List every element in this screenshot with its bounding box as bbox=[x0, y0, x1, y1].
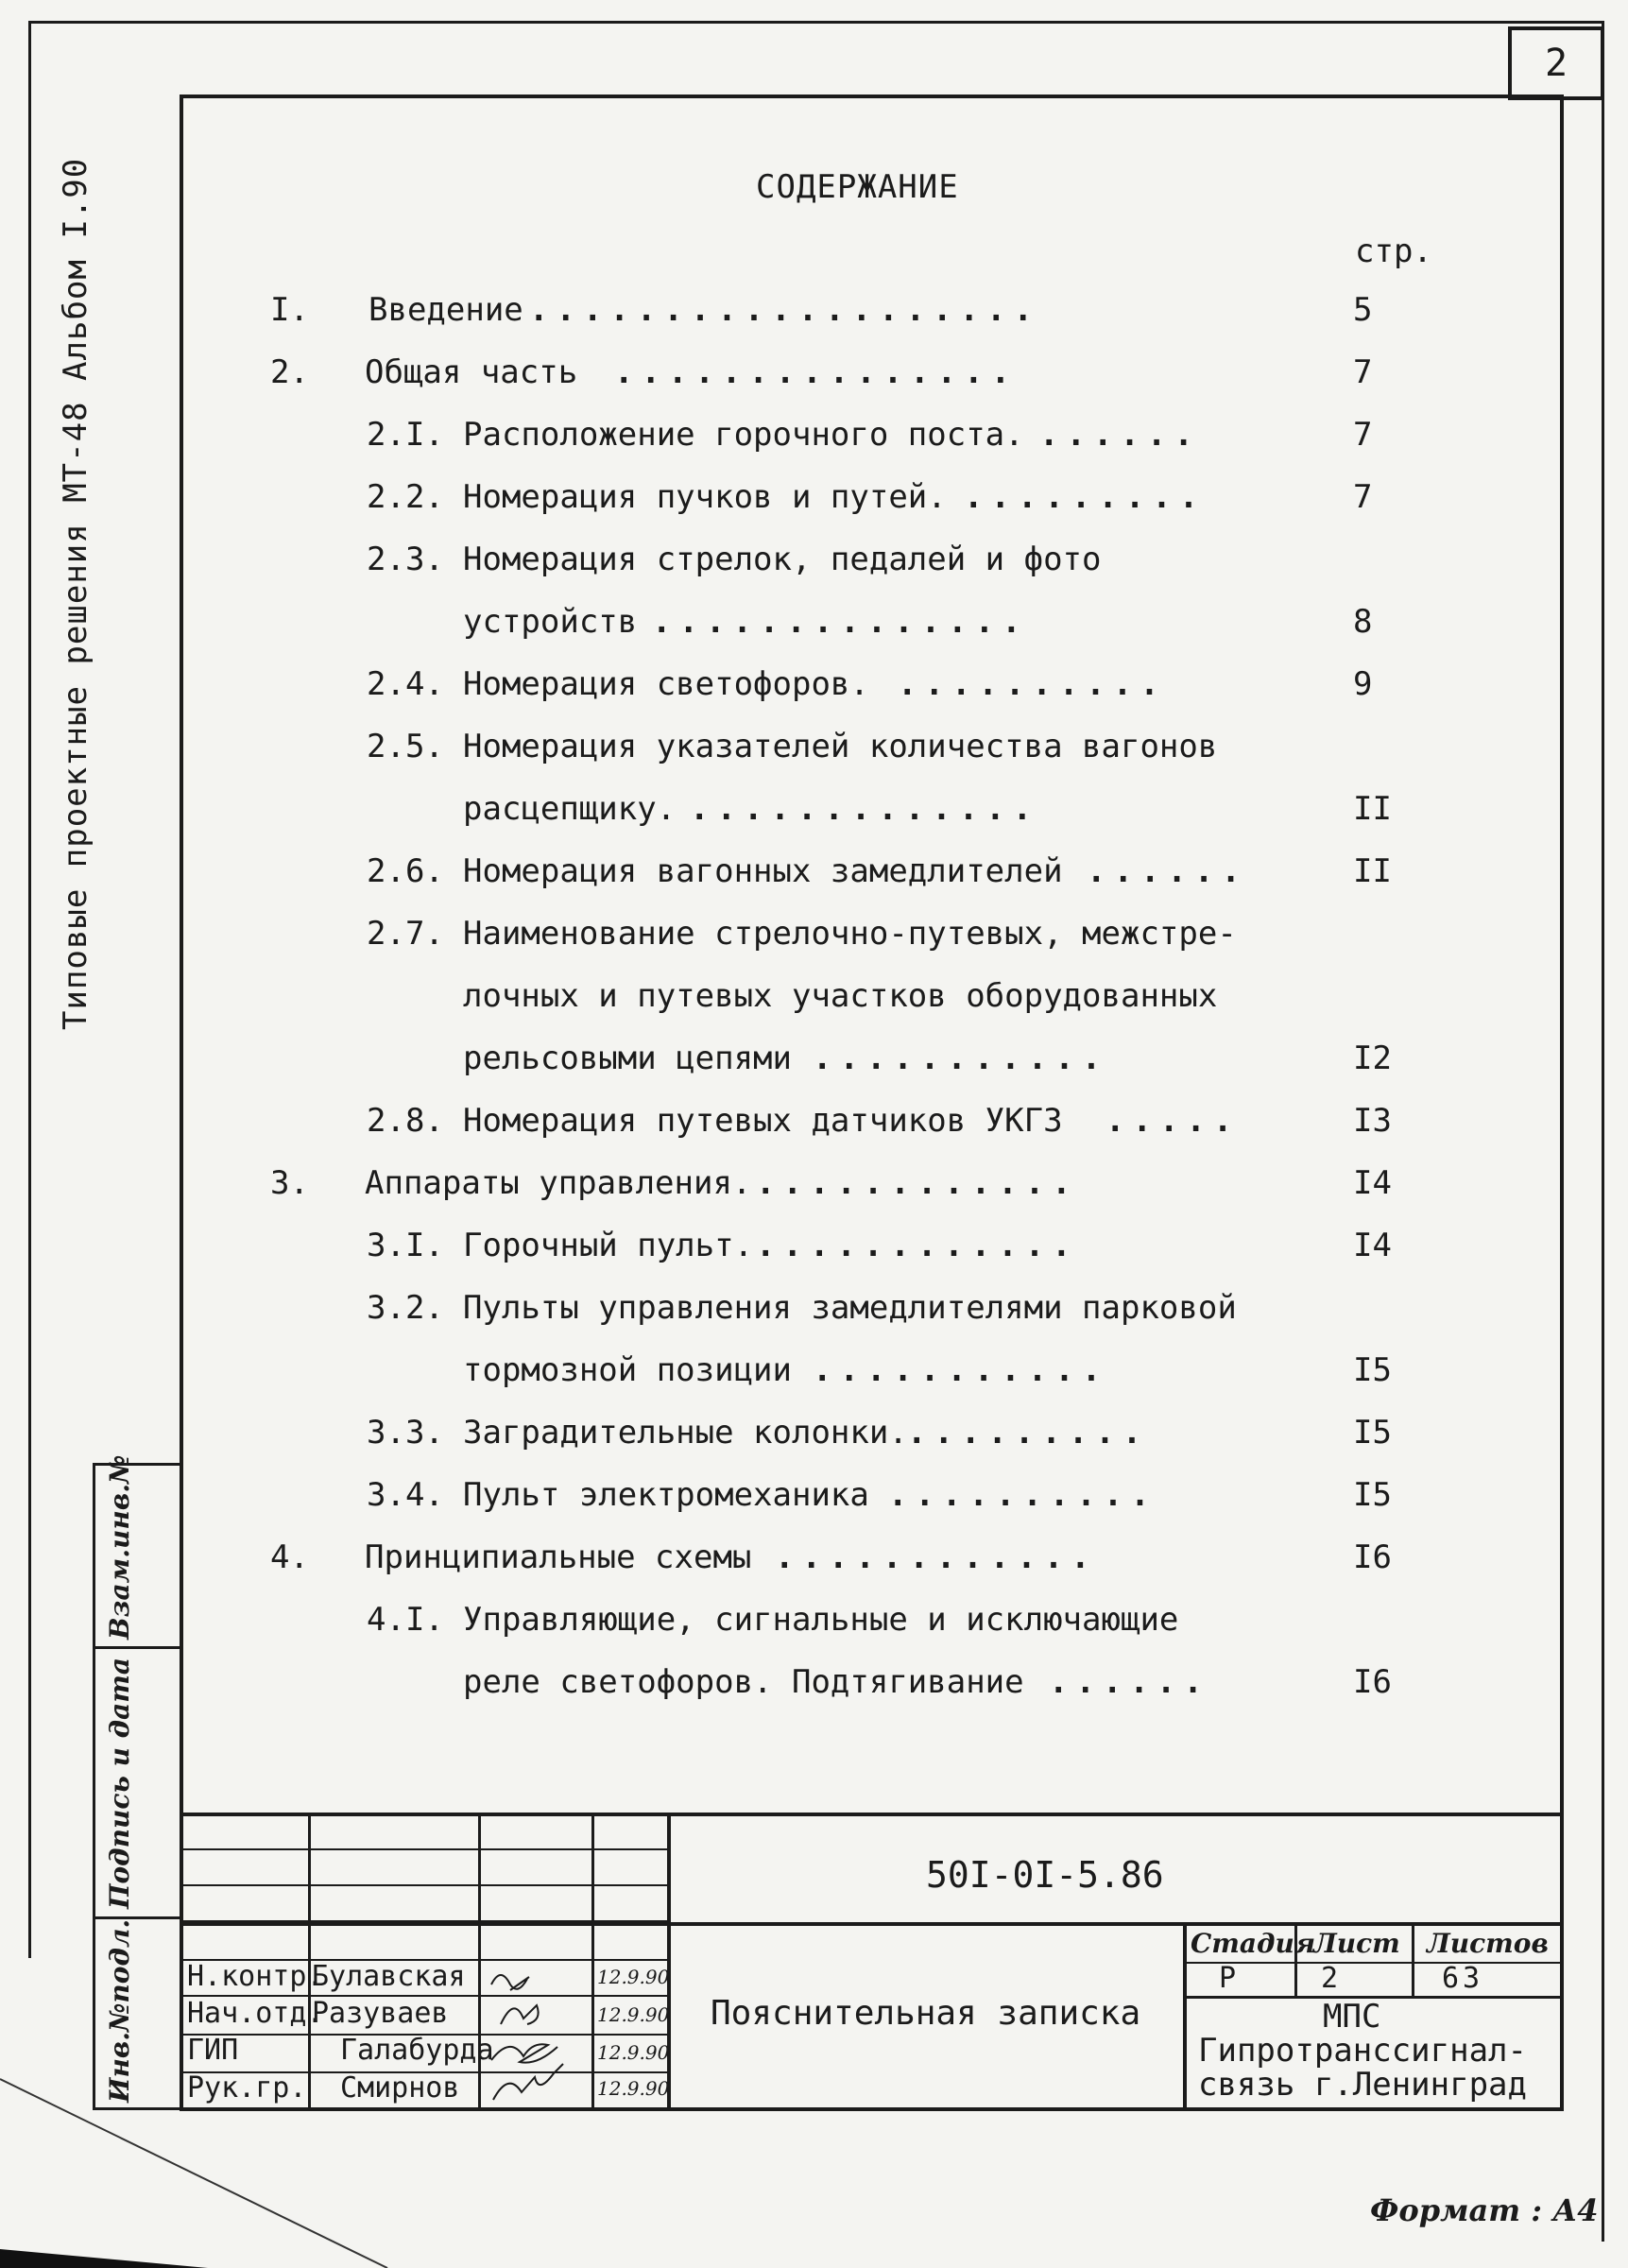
sheet-value: 2 bbox=[1321, 1962, 1339, 1995]
org-ministry: МПС bbox=[1323, 1998, 1381, 2036]
toc-num: 3.3. bbox=[367, 1414, 444, 1452]
toc-row bbox=[0, 603, 1628, 660]
toc-row bbox=[0, 1538, 1628, 1595]
toc-leader: ............. bbox=[690, 790, 1040, 828]
toc-leader: ...... bbox=[1039, 416, 1201, 454]
toc-num: 4. bbox=[270, 1538, 309, 1576]
toc-num: 2.4. bbox=[367, 665, 444, 703]
toc-leader: ............... bbox=[614, 353, 1019, 391]
toc-leader: ...... bbox=[1049, 1663, 1210, 1701]
toc-num: 2.5. bbox=[367, 728, 444, 765]
toc-page: 5 bbox=[1353, 291, 1373, 329]
sign-date: 12.9.90 bbox=[597, 1966, 670, 1988]
format-label: Формат : А4 bbox=[1370, 2192, 1599, 2228]
toc-row bbox=[0, 478, 1628, 535]
toc-leader: ................... bbox=[529, 291, 1040, 329]
toc-row bbox=[0, 1040, 1628, 1096]
toc-text: Общая часть bbox=[365, 353, 578, 391]
toc-leader: ........... bbox=[813, 1040, 1109, 1077]
toc-row bbox=[0, 1663, 1628, 1720]
stage-label: Стадия bbox=[1191, 1928, 1316, 1959]
toc-page: I5 bbox=[1353, 1476, 1392, 1514]
toc-num: I. bbox=[270, 291, 309, 329]
document-code: 50I-0I-5.86 bbox=[926, 1854, 1164, 1896]
toc-leader: ..... bbox=[1105, 1102, 1241, 1140]
stamp-inv-original: Инв.№подл. bbox=[104, 1918, 135, 2103]
toc-leader: ........... bbox=[813, 1351, 1109, 1389]
toc-num: 2.I. bbox=[367, 416, 444, 454]
toc-num: 2.7. bbox=[367, 915, 444, 953]
toc-text: Пульт электромеханика bbox=[463, 1476, 869, 1514]
toc-text: Расположение горочного поста. bbox=[463, 416, 1024, 454]
toc-row bbox=[0, 728, 1628, 784]
document-name: Пояснительная записка bbox=[711, 1994, 1141, 2033]
toc-row bbox=[0, 1414, 1628, 1470]
toc-page: I2 bbox=[1353, 1040, 1392, 1077]
toc-text: Введение bbox=[368, 291, 523, 329]
toc-text: лочных и путевых участков оборудованных bbox=[463, 977, 1218, 1015]
toc-row bbox=[0, 1289, 1628, 1346]
scan-edge-shadow bbox=[0, 2060, 397, 2268]
toc-page: 7 bbox=[1353, 478, 1373, 516]
toc-row bbox=[0, 915, 1628, 971]
toc-row bbox=[0, 1102, 1628, 1159]
page-column-label: стр. bbox=[1355, 232, 1432, 270]
outer-frame-top bbox=[28, 21, 1604, 24]
toc-page: I3 bbox=[1353, 1102, 1392, 1140]
toc-text: расцепщику. bbox=[463, 790, 677, 828]
toc-page: I4 bbox=[1353, 1164, 1392, 1202]
sign-name: Галабурда bbox=[340, 2034, 494, 2067]
toc-text: тормозной позиции bbox=[463, 1351, 792, 1389]
sign-date: 12.9.90 bbox=[597, 2077, 670, 2100]
toc-text: Номерация светофоров. bbox=[463, 665, 869, 703]
handwritten-signatures bbox=[472, 1958, 595, 2109]
toc-num: 2. bbox=[270, 353, 309, 391]
sign-date: 12.9.90 bbox=[597, 2041, 670, 2064]
toc-row bbox=[0, 1164, 1628, 1221]
toc-text: Аппараты управления. bbox=[365, 1164, 752, 1202]
toc-leader: ...... bbox=[1087, 852, 1248, 890]
toc-row bbox=[0, 852, 1628, 909]
org-name: Гипротранссигнал- bbox=[1198, 2032, 1527, 2070]
toc-text: Номерация пучков и путей. bbox=[463, 478, 947, 516]
toc-row bbox=[0, 353, 1628, 410]
toc-row bbox=[0, 291, 1628, 348]
toc-text: Заградительные колонки. bbox=[463, 1414, 908, 1452]
toc-row bbox=[0, 416, 1628, 472]
toc-page: 8 bbox=[1353, 603, 1373, 641]
toc-text: Принципиальные схемы bbox=[365, 1538, 752, 1576]
toc-leader: ............ bbox=[756, 1227, 1079, 1264]
stage-value: Р bbox=[1219, 1962, 1237, 1995]
toc-num: 3. bbox=[270, 1164, 309, 1202]
toc-text: Горочный пульт. bbox=[463, 1227, 754, 1264]
toc-text: Номерация вагонных замедлителей bbox=[463, 852, 1063, 890]
toc-num: 4.I. bbox=[367, 1601, 444, 1639]
toc-page: I6 bbox=[1353, 1663, 1392, 1701]
toc-text: Пульты управления замедлителями парковой bbox=[463, 1289, 1237, 1327]
toc-row bbox=[0, 665, 1628, 722]
toc-leader: ............ bbox=[775, 1538, 1098, 1576]
toc-leader: ......... bbox=[964, 478, 1207, 516]
toc-num: 3.4. bbox=[367, 1476, 444, 1514]
album-side-title: Типовые проектные решения МТ-48 Альбом I.90 bbox=[57, 157, 94, 1030]
toc-page: 7 bbox=[1353, 416, 1373, 454]
toc-row bbox=[0, 1476, 1628, 1533]
toc-row bbox=[0, 790, 1628, 847]
toc-page: II bbox=[1353, 852, 1392, 890]
toc-num: 2.6. bbox=[367, 852, 444, 890]
toc-leader: .......... bbox=[888, 1476, 1157, 1514]
toc-text: устройств bbox=[463, 603, 638, 641]
toc-row bbox=[0, 1227, 1628, 1283]
toc-text: Управляющие, сигнальные и исключающие bbox=[463, 1601, 1179, 1639]
sign-name: Разуваев bbox=[312, 1997, 449, 2030]
toc-row bbox=[0, 1601, 1628, 1658]
toc-num: 3.I. bbox=[367, 1227, 444, 1264]
toc-page: I4 bbox=[1353, 1227, 1392, 1264]
toc-num: 2.2. bbox=[367, 478, 444, 516]
sheets-label: Листов bbox=[1427, 1928, 1549, 1959]
toc-page: II bbox=[1353, 790, 1392, 828]
sheets-value: 63 bbox=[1442, 1962, 1484, 1995]
toc-page: I6 bbox=[1353, 1538, 1392, 1576]
org-city: связь г.Ленинград bbox=[1198, 2066, 1527, 2104]
sign-date: 12.9.90 bbox=[597, 2003, 670, 2026]
toc-row bbox=[0, 977, 1628, 1034]
sheet-label: Лист bbox=[1313, 1928, 1400, 1959]
inner-frame-top bbox=[180, 94, 1564, 98]
toc-page: 7 bbox=[1353, 353, 1373, 391]
toc-text: реле светофоров. Подтягивание bbox=[463, 1663, 1024, 1701]
toc-leader: ......... bbox=[907, 1414, 1150, 1452]
toc-leader: ............ bbox=[756, 1164, 1079, 1202]
toc-text: Номерация указателей количества вагонов bbox=[463, 728, 1218, 765]
sign-role: Нач.отд. bbox=[187, 1997, 324, 2030]
toc-row bbox=[0, 541, 1628, 597]
toc-page: I5 bbox=[1353, 1351, 1392, 1389]
toc-num: 2.8. bbox=[367, 1102, 444, 1140]
toc-leader: .............. bbox=[652, 603, 1029, 641]
sign-name: Булавская bbox=[312, 1960, 466, 1993]
sign-role: Н.контр. bbox=[187, 1960, 324, 1993]
toc-num: 2.3. bbox=[367, 541, 444, 578]
toc-page: I5 bbox=[1353, 1414, 1392, 1452]
sign-role: Рук.гр. bbox=[187, 2071, 307, 2105]
stamp-sign-date: Подпись и дата bbox=[104, 1657, 135, 1909]
toc-text: Номерация стрелок, педалей и фото bbox=[463, 541, 1102, 578]
toc-heading: СОДЕРЖАНИЕ bbox=[756, 168, 959, 206]
sign-role: ГИП bbox=[187, 2034, 239, 2067]
sign-name: Смирнов bbox=[340, 2071, 460, 2105]
stamp-inv-replace: Взам.инв.№ bbox=[104, 1454, 135, 1640]
toc-page: 9 bbox=[1353, 665, 1373, 703]
toc-text: рельсовыми цепями bbox=[463, 1040, 792, 1077]
toc-text: Номерация путевых датчиков УКГЗ bbox=[463, 1102, 1063, 1140]
toc-leader: .......... bbox=[898, 665, 1167, 703]
toc-num: 3.2. bbox=[367, 1289, 444, 1327]
toc-text: Наименование стрелочно-путевых, межстре- bbox=[463, 915, 1237, 953]
toc-row bbox=[0, 1351, 1628, 1408]
page-number: 2 bbox=[1508, 26, 1604, 100]
